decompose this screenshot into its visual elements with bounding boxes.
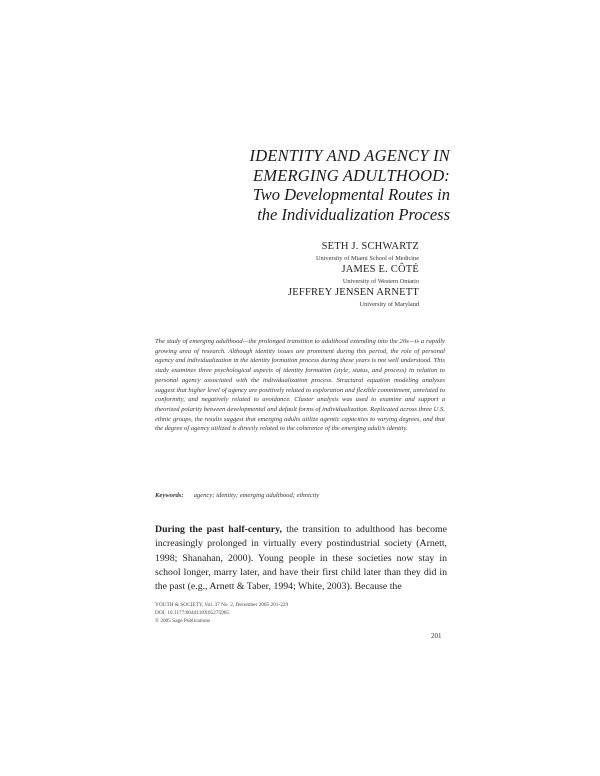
journal-copyright: © 2005 Sage Publications xyxy=(155,618,211,624)
author-affiliation: University of Maryland xyxy=(359,301,419,308)
author-name: SETH J. SCHWARTZ xyxy=(321,241,419,252)
keywords xyxy=(155,491,445,500)
author-name: JAMES E. CÔTÉ xyxy=(341,264,419,275)
body-lead-in: During the past half-century, xyxy=(155,524,282,535)
title-line-1: IDENTITY AND AGENCY IN xyxy=(249,146,450,165)
body-text: the transition to adulthood has become increasingly prolonged in virtually every postindustrial society (Arnett, 1998; Shanahan, 2000). Young people in these societies now stay in school longer, marry later, and have their first child later than they did in the past (e.g., Arnett & Taber, 1994; White, 2003). Because the xyxy=(155,524,447,593)
subtitle-line-2: the Individualization Process xyxy=(257,204,450,224)
keywords-value: agency; identity; emerging adulthood; ethnicity xyxy=(193,492,320,499)
page-number: 201 xyxy=(431,632,442,640)
author-affiliation: University of Western Ontario xyxy=(342,278,419,285)
keywords-label: Keywords: xyxy=(155,492,184,499)
author-name: JEFFREY JENSEN ARNETT xyxy=(288,287,419,298)
body-paragraph xyxy=(155,523,447,594)
journal-footer xyxy=(155,601,445,625)
journal-doi: DOI: 10.1177/0044118X05275965 xyxy=(155,610,230,616)
author-block xyxy=(119,241,419,310)
abstract: The study of emerging adulthood—the prolonged transition to adulthood extending into the 20s—is a rapidly growing area of research. Although identity issues are prominent during this period, the role of personal agency and individualization in the identity formation process during these years is not well understood. This study examines three psychological aspects of identity formation (style, status, and process) in relation to personal agency associated with the individualization process. Structural equation modeling analyses suggest that higher level of agency are positively related to exploration and flexible commitment, unrelated to conformity, and negatively related to avoidance. Cluster analysis was used to examine and support a theorized polarity between developmental and default forms of individualization. Replicated across three U.S. ethnic groups, the results suggest that emerging adults utilize agentic capacities to varying degrees, and that the degree of agency utilized is directly related to the coherence of the emerging adult’s identity. xyxy=(155,338,445,433)
journal-citation: YOUTH & SOCIETY, Vol. 37 No. 2, December 2005 201-229 xyxy=(155,602,289,608)
author-affiliation: University of Miami School of Medicine xyxy=(315,255,419,262)
title-line-2: EMERGING ADULTHOOD: xyxy=(252,165,450,185)
article-title xyxy=(150,146,450,224)
subtitle-line-1: Two Developmental Routes in xyxy=(252,185,450,204)
